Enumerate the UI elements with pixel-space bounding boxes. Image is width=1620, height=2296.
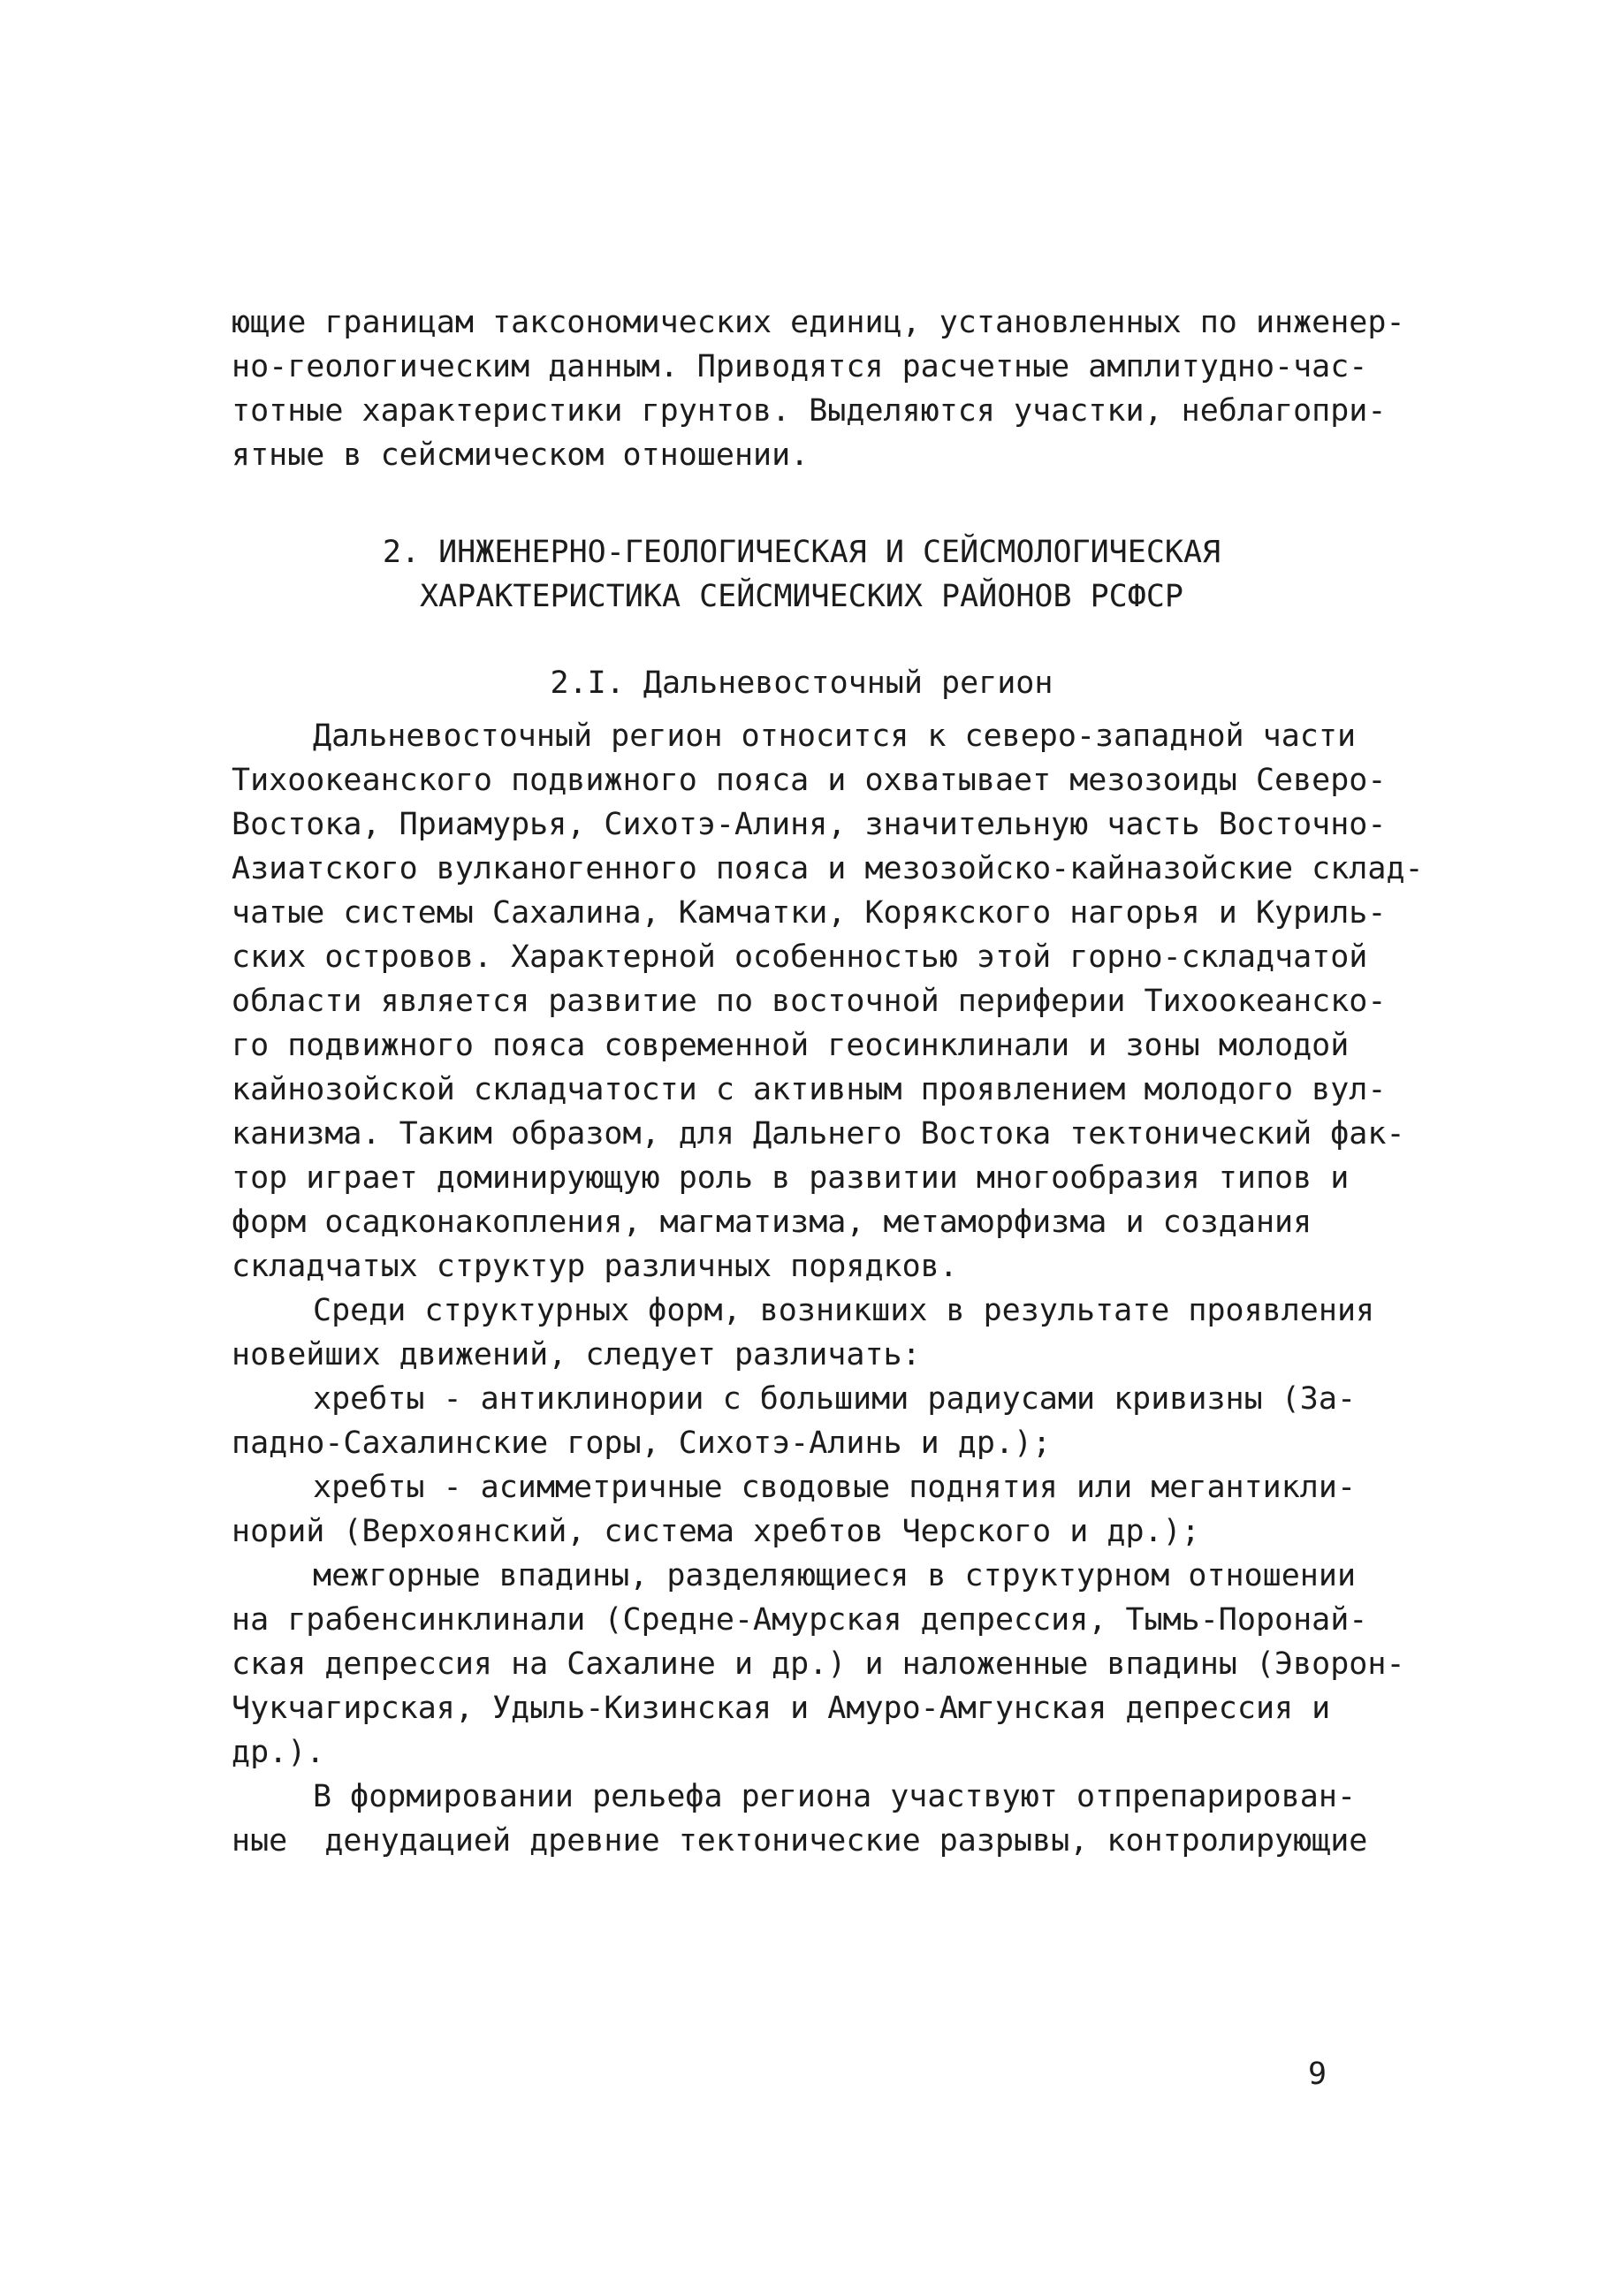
subsection-heading: 2.I. Дальневосточный регион — [550, 665, 1053, 701]
text-line: Дальневосточный регион относится к северо-западной части — [313, 718, 1357, 754]
section-heading-line: 2. ИНЖЕНЕРНО-ГЕОЛОГИЧЕСКАЯ И СЕЙСМОЛОГИЧЕСКАЯ — [382, 535, 1221, 570]
text-line: новейших движений, следует различать: — [232, 1337, 921, 1372]
text-line: Среди структурных форм, возникших в результате проявления — [313, 1293, 1375, 1328]
spacer — [232, 705, 1372, 714]
text-line: ятные в сейсмическом отношении. — [232, 437, 810, 473]
paragraph-structural-forms — [232, 1289, 1375, 1377]
section-heading — [232, 530, 1372, 619]
text-line: го подвижного пояса современной геосинклинали и зоны молодой — [232, 1028, 1350, 1063]
text-line: хребты - асимметричные сводовые поднятия или мегантикли- — [313, 1470, 1357, 1505]
list-item — [232, 1465, 1372, 1554]
text-line: падно-Сахалинские горы, Сихотэ-Алинь и др.); — [232, 1425, 1052, 1461]
text-line: кайнозойской складчатости с активным проявлением молодого вул- — [232, 1072, 1387, 1107]
paragraph-relief-formation — [232, 1775, 1372, 1863]
document-body — [232, 300, 1424, 1863]
text-line: Азиатского вулканогенного пояса и мезозойско-кайназойские склад- — [232, 851, 1424, 886]
text-line: Востока, Приамурья, Сихотэ-Алиня, значительную часть Восточно- — [232, 807, 1387, 842]
text-line: тотные характеристики грунтов. Выделяются участки, неблагопри- — [232, 393, 1387, 429]
structural-forms-list — [232, 1377, 1405, 1775]
text-line: межгорные впадины, разделяющиеся в структурном отношении — [313, 1558, 1357, 1593]
text-line: хребты - антиклинории с большими радиусами кривизны (За- — [313, 1381, 1357, 1417]
text-line: области является развитие по восточной периферии Тихоокеанско- — [232, 984, 1387, 1019]
text-line: Чукчагирская, Удыль-Кизинская и Амуро-Амгунская депрессия и — [232, 1691, 1331, 1726]
text-line: складчатых структур различных порядков. — [232, 1249, 958, 1284]
text-line: на грабенсинклинали (Средне-Амурская депрессия, Тымь-Поронай- — [232, 1602, 1368, 1638]
list-item — [232, 1377, 1372, 1465]
text-line: др.). — [232, 1735, 325, 1770]
text-line: но-геологическим данным. Приводятся расчетные амплитудно-час- — [232, 349, 1368, 384]
text-line: норий (Верхоянский, система хребтов Черского и др.); — [232, 1514, 1200, 1549]
text-line: тор играет доминирующую роль в развитии многообразия типов и — [232, 1160, 1350, 1196]
spacer — [232, 477, 1372, 530]
text-line: ская депрессия на Сахалине и др.) и наложенные впадины (Эворон- — [232, 1646, 1405, 1682]
page-number: 9 — [1308, 2057, 1327, 2092]
text-line: В формировании рельефа региона участвуют отпрепарирован- — [313, 1779, 1357, 1814]
list-item — [232, 1554, 1405, 1775]
text-line: ные денудацией древние тектонические разрывы, контролирующие — [232, 1823, 1368, 1859]
intro-paragraph — [232, 300, 1405, 477]
spacer — [232, 619, 1372, 661]
section-heading-line: ХАРАКТЕРИСТИКА СЕЙСМИЧЕСКИХ РАЙОНОВ РСФСР — [420, 579, 1183, 614]
text-line: ских островов. Характерной особенностью этой горно-складчатой — [232, 939, 1368, 975]
text-line: форм осадконакопления, магматизма, метаморфизма и создания — [232, 1205, 1312, 1240]
text-line: ющие границам таксономических единиц, установленных по инженер- — [232, 305, 1405, 340]
text-line: канизма. Таким образом, для Дальнего Востока тектонический фак- — [232, 1116, 1405, 1152]
text-line: чатые системы Сахалина, Камчатки, Корякского нагорья и Куриль- — [232, 895, 1387, 931]
paragraph-region-description — [232, 714, 1424, 1289]
text-line: Тихоокеанского подвижного пояса и охватывает мезозоиды Северо- — [232, 763, 1387, 798]
